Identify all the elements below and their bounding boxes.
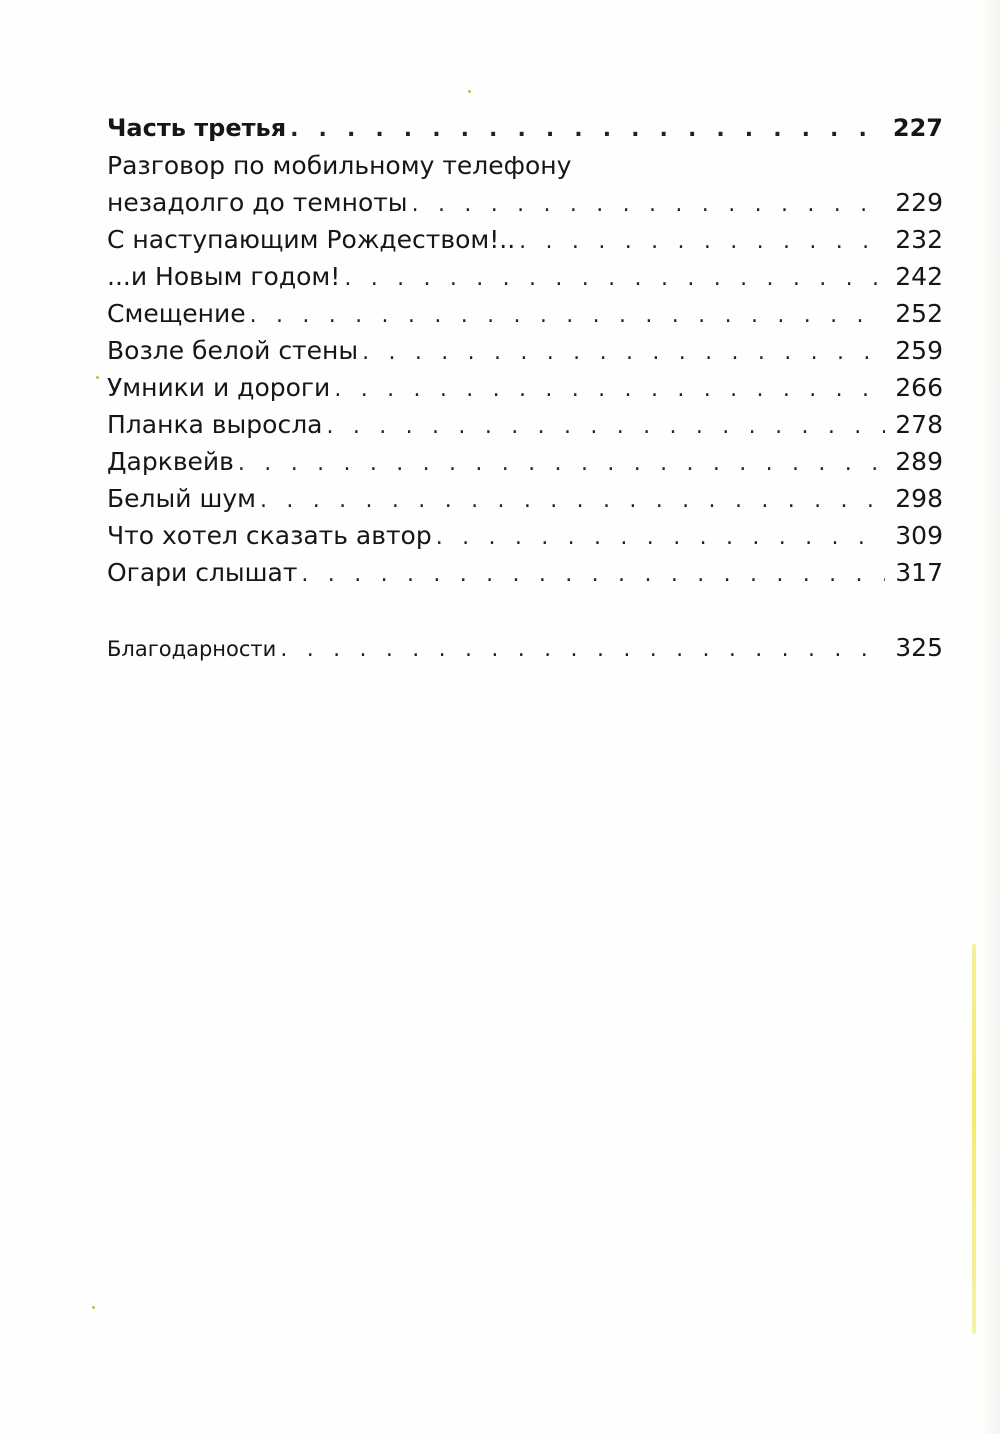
toc-entry-first-line[interactable] bbox=[107, 147, 943, 184]
toc-entry-page: 232 bbox=[895, 225, 943, 254]
toc-entry[interactable] bbox=[107, 517, 943, 554]
toc-entry-label: Умники и дороги bbox=[107, 373, 331, 402]
paper-speck bbox=[92, 1306, 95, 1309]
toc-entry[interactable] bbox=[107, 184, 943, 221]
toc-entry-part-three[interactable] bbox=[107, 110, 943, 147]
toc-entry[interactable] bbox=[107, 443, 943, 480]
dot-leader bbox=[280, 631, 885, 666]
page-edge-highlight bbox=[972, 944, 976, 1334]
paper-speck bbox=[96, 376, 99, 379]
page-edge-shadow bbox=[982, 0, 1000, 1434]
dot-leader bbox=[519, 223, 885, 258]
dot-leader bbox=[362, 334, 885, 369]
toc-entry-page: 252 bbox=[895, 299, 943, 328]
dot-leader bbox=[260, 482, 885, 517]
dot-leader bbox=[250, 297, 885, 332]
toc-entry-page: 229 bbox=[895, 188, 943, 217]
dot-leader bbox=[301, 556, 885, 591]
toc-entry-label: незадолго до темноты bbox=[107, 188, 408, 217]
toc-entry-label: Благодарности bbox=[107, 637, 277, 661]
dot-leader bbox=[436, 519, 885, 554]
dot-leader bbox=[344, 260, 885, 295]
toc-entry-label: Белый шум bbox=[107, 484, 256, 513]
toc-entry-label: Огари слышат bbox=[107, 558, 298, 587]
toc-entry-label: Смещение bbox=[107, 299, 246, 328]
table-of-contents bbox=[107, 110, 943, 666]
toc-entry-page: 317 bbox=[895, 558, 943, 587]
toc-entry-page: 309 bbox=[895, 521, 943, 550]
toc-entry-page: 278 bbox=[895, 410, 943, 439]
toc-entry[interactable] bbox=[107, 369, 943, 406]
toc-entry-page: 289 bbox=[895, 447, 943, 476]
paper-speck bbox=[468, 90, 471, 93]
toc-entry[interactable] bbox=[107, 480, 943, 517]
toc-entry-page: 298 bbox=[895, 484, 943, 513]
toc-entry[interactable] bbox=[107, 406, 943, 443]
dot-leader bbox=[327, 408, 886, 443]
toc-entry-label: Что хотел сказать автор bbox=[107, 521, 432, 550]
toc-entry-label: С наступающим Рождеством!.. bbox=[107, 225, 516, 254]
dot-leader bbox=[238, 445, 885, 480]
toc-entry-label: Часть третья bbox=[107, 114, 287, 142]
toc-entry[interactable] bbox=[107, 221, 943, 258]
toc-entry-page: 259 bbox=[895, 336, 943, 365]
toc-entry-page: 325 bbox=[895, 633, 943, 662]
toc-entry-label: Дарквейв bbox=[107, 447, 234, 476]
dot-leader bbox=[334, 371, 885, 406]
toc-entry-label: Возле белой стены bbox=[107, 336, 359, 365]
dot-leader bbox=[290, 111, 885, 147]
toc-entry[interactable] bbox=[107, 295, 943, 332]
dot-leader bbox=[412, 186, 885, 221]
toc-entry-label: Планка выросла bbox=[107, 410, 323, 439]
toc-entry-label: ...и Новым годом! bbox=[107, 262, 341, 291]
toc-entry[interactable] bbox=[107, 332, 943, 369]
toc-entry[interactable] bbox=[107, 258, 943, 295]
toc-entry-page: 242 bbox=[895, 262, 943, 291]
section-spacer bbox=[107, 591, 943, 629]
toc-entry-page: 227 bbox=[892, 114, 943, 142]
toc-entry-acknowledgements[interactable] bbox=[107, 629, 943, 666]
toc-entry-page: 266 bbox=[895, 373, 943, 402]
toc-entry[interactable] bbox=[107, 554, 943, 591]
toc-entry-label: Разговор по мобильному телефону bbox=[107, 151, 572, 180]
